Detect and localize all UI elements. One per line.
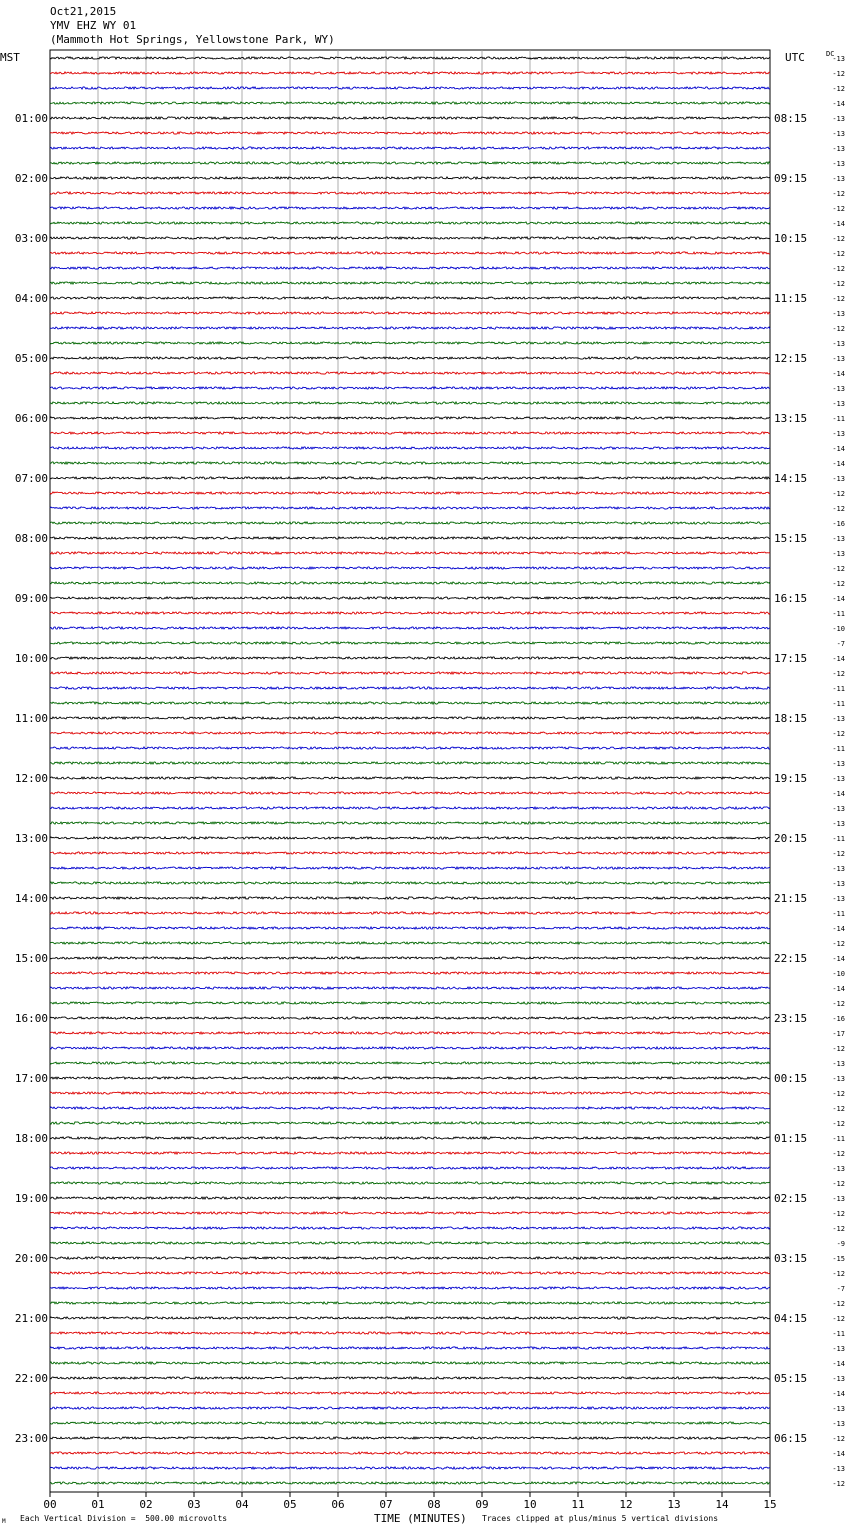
- seismic-trace: [50, 1122, 770, 1124]
- channel-offset-label: -13: [832, 880, 845, 888]
- channel-offset-label: -12: [832, 490, 845, 498]
- hour-label-utc: 19:15: [774, 772, 808, 785]
- channel-offset-label: -14: [832, 220, 845, 228]
- channel-offset-label: -13: [832, 550, 845, 558]
- hour-label-local: 01:00: [14, 112, 48, 125]
- seismic-trace: [50, 582, 770, 584]
- seismic-trace: [50, 552, 770, 554]
- seismic-trace: [50, 702, 770, 704]
- right-timezone-label: UTC: [785, 51, 805, 64]
- seismic-trace: [50, 717, 770, 719]
- seismic-trace: [50, 1452, 770, 1454]
- hour-label-local: 23:00: [14, 1432, 48, 1445]
- footer-mark: M: [2, 1518, 6, 1525]
- seismic-trace: [50, 372, 770, 374]
- channel-offset-label: -12: [832, 1210, 845, 1218]
- channel-offset-label: -11: [832, 700, 845, 708]
- seismic-trace: [50, 267, 770, 269]
- channel-offset-label: -12: [832, 1090, 845, 1098]
- channel-offset-label: -13: [832, 475, 845, 483]
- seismic-trace: [50, 462, 770, 464]
- seismic-trace: [50, 282, 770, 284]
- channel-offset-label: -12: [832, 295, 845, 303]
- hour-label-utc: 20:15: [774, 832, 808, 845]
- channel-offset-label: -13: [832, 175, 845, 183]
- channel-offset-label: -16: [832, 1015, 845, 1023]
- channel-offset-label: -14: [832, 595, 845, 603]
- hour-label-utc: 03:15: [774, 1252, 808, 1265]
- channel-offset-label: -13: [832, 1060, 845, 1068]
- seismic-trace: [50, 747, 770, 749]
- hour-label-local: 04:00: [14, 292, 48, 305]
- seismic-trace: [50, 297, 770, 299]
- channel-offset-label: -13: [832, 130, 845, 138]
- seismic-trace: [50, 387, 770, 389]
- seismic-trace: [50, 1332, 770, 1334]
- channel-offset-label: -12: [832, 505, 845, 513]
- hour-label-utc: 10:15: [774, 232, 808, 245]
- channel-offset-label: -11: [832, 610, 845, 618]
- channel-offset-label: -14: [832, 925, 845, 933]
- channel-offset-label: -13: [832, 385, 845, 393]
- seismic-trace: [50, 1092, 770, 1094]
- hour-label-local: 21:00: [14, 1312, 48, 1325]
- hour-label-utc: 08:15: [774, 112, 808, 125]
- hour-label-local: 10:00: [14, 652, 48, 665]
- channel-offset-label: -13: [832, 310, 845, 318]
- seismic-trace: [50, 867, 770, 869]
- channel-offset-label: -12: [832, 1045, 845, 1053]
- seismic-trace: [50, 102, 770, 104]
- hour-label-local: 14:00: [14, 892, 48, 905]
- seismic-trace: [50, 1167, 770, 1169]
- channel-offset-label: -12: [832, 1480, 845, 1488]
- seismic-trace: [50, 1212, 770, 1214]
- channel-offset-label: -13: [832, 355, 845, 363]
- channel-offset-label: -14: [832, 445, 845, 453]
- seismic-trace: [50, 1182, 770, 1184]
- channel-offset-label: -14: [832, 370, 845, 378]
- seismic-trace: [50, 912, 770, 914]
- channel-offset-label: -9: [836, 1240, 845, 1248]
- seismic-trace: [50, 477, 770, 479]
- channel-offset-label: -12: [832, 280, 845, 288]
- seismic-trace: [50, 792, 770, 794]
- channel-offset-label: -13: [832, 1405, 845, 1413]
- seismic-trace: [50, 822, 770, 824]
- seismic-trace: [50, 327, 770, 329]
- seismic-trace: [50, 1107, 770, 1109]
- hour-label-utc: 04:15: [774, 1312, 808, 1325]
- channel-offset-label: -13: [832, 805, 845, 813]
- seismic-trace: [50, 522, 770, 524]
- channel-offset-label: -11: [832, 1330, 845, 1338]
- channel-offset-label: -12: [832, 325, 845, 333]
- seismic-trace: [50, 597, 770, 599]
- channel-offset-label: -14: [832, 655, 845, 663]
- x-tick-label: 03: [187, 1498, 201, 1511]
- hour-label-utc: 18:15: [774, 712, 808, 725]
- channel-offset-label: -11: [832, 1135, 845, 1143]
- channel-offset-label: -14: [832, 1360, 845, 1368]
- seismic-trace: [50, 1467, 770, 1469]
- channel-offset-label: -12: [832, 205, 845, 213]
- x-tick-label: 08: [427, 1498, 441, 1511]
- hour-label-local: 20:00: [14, 1252, 48, 1265]
- hour-label-local: 07:00: [14, 472, 48, 485]
- channel-offset-label: -13: [832, 145, 845, 153]
- hour-label-local: 13:00: [14, 832, 48, 845]
- seismic-trace: [50, 402, 770, 404]
- channel-offset-label: -13: [832, 1465, 845, 1473]
- channel-offset-label: -14: [832, 1390, 845, 1398]
- seismic-trace: [50, 1062, 770, 1064]
- hour-label-local: 12:00: [14, 772, 48, 785]
- hour-label-local: 15:00: [14, 952, 48, 965]
- left-timezone-label: MST: [0, 51, 20, 64]
- channel-offset-label: -13: [832, 400, 845, 408]
- channel-offset-label: -13: [832, 1375, 845, 1383]
- channel-offset-label: -14: [832, 1450, 845, 1458]
- channel-offset-label: -13: [832, 115, 845, 123]
- channel-offset-label: -7: [836, 640, 845, 648]
- seismic-trace: [50, 1047, 770, 1049]
- station-location: (Mammoth Hot Springs, Yellowstone Park, WY): [50, 33, 335, 46]
- seismic-trace: [50, 612, 770, 614]
- seismic-trace: [50, 942, 770, 944]
- seismic-trace: [50, 87, 770, 89]
- seismic-trace: [50, 627, 770, 629]
- channel-offset-label: -14: [832, 790, 845, 798]
- seismic-trace: [50, 357, 770, 359]
- x-tick-label: 05: [283, 1498, 297, 1511]
- seismic-trace: [50, 777, 770, 779]
- channel-offset-label: -12: [832, 1105, 845, 1113]
- x-tick-label: 12: [619, 1498, 633, 1511]
- channel-offset-label: -13: [832, 340, 845, 348]
- channel-offset-label: -13: [832, 775, 845, 783]
- hour-label-utc: 01:15: [774, 1132, 808, 1145]
- hour-label-utc: 17:15: [774, 652, 808, 665]
- seismic-trace: [50, 417, 770, 419]
- channel-offset-label: -13: [832, 865, 845, 873]
- seismic-trace: [50, 1362, 770, 1364]
- hour-label-local: 16:00: [14, 1012, 48, 1025]
- seismic-trace: [50, 207, 770, 209]
- channel-offset-label: -12: [832, 1315, 845, 1323]
- hour-label-utc: 23:15: [774, 1012, 808, 1025]
- seismic-trace: [50, 687, 770, 689]
- seismic-trace: [50, 432, 770, 434]
- seismic-trace: [50, 492, 770, 494]
- channel-offset-label: -10: [832, 625, 845, 633]
- seismic-trace: [50, 1137, 770, 1139]
- seismic-trace: [50, 1017, 770, 1019]
- seismic-trace: [50, 507, 770, 509]
- vertical-scale-note: Each Vertical Division = 500.00 microvolts: [20, 1514, 228, 1523]
- channel-offset-label: -11: [832, 745, 845, 753]
- hour-label-utc: 06:15: [774, 1432, 808, 1445]
- seismic-trace: [50, 1227, 770, 1229]
- hour-label-utc: 14:15: [774, 472, 808, 485]
- seismic-trace: [50, 342, 770, 344]
- channel-offset-label: -11: [832, 910, 845, 918]
- seismic-trace: [50, 132, 770, 134]
- seismic-trace: [50, 732, 770, 734]
- plot-date: Oct21,2015: [50, 5, 117, 18]
- channel-offset-label: -13: [832, 895, 845, 903]
- channel-offset-label: -12: [832, 85, 845, 93]
- channel-offset-label: -12: [832, 850, 845, 858]
- seismic-trace: [50, 657, 770, 659]
- seismic-trace: [50, 672, 770, 674]
- channel-offset-label: -13: [832, 160, 845, 168]
- seismic-trace: [50, 162, 770, 164]
- hour-label-utc: 13:15: [774, 412, 808, 425]
- seismic-trace: [50, 447, 770, 449]
- channel-offset-label: -12: [832, 1435, 845, 1443]
- x-tick-label: 00: [43, 1498, 57, 1511]
- hour-label-utc: 22:15: [774, 952, 808, 965]
- seismic-trace: [50, 987, 770, 989]
- channel-offset-label: -13: [832, 55, 845, 63]
- channel-offset-label: -13: [832, 760, 845, 768]
- channel-offset-label: -12: [832, 580, 845, 588]
- seismic-trace: [50, 147, 770, 149]
- seismic-trace: [50, 1347, 770, 1349]
- channel-offset-label: -13: [832, 1195, 845, 1203]
- seismic-trace: [50, 1077, 770, 1079]
- seismic-trace: [50, 1032, 770, 1034]
- channel-offset-label: -12: [832, 1000, 845, 1008]
- channel-offset-label: -13: [832, 1165, 845, 1173]
- channel-offset-label: -16: [832, 520, 845, 528]
- channel-offset-label: -13: [832, 430, 845, 438]
- seismic-trace: [50, 222, 770, 224]
- seismic-trace: [50, 1002, 770, 1004]
- hour-label-local: 03:00: [14, 232, 48, 245]
- seismic-trace: [50, 807, 770, 809]
- seismic-trace: [50, 897, 770, 899]
- channel-offset-label: -12: [832, 670, 845, 678]
- seismic-trace: [50, 567, 770, 569]
- x-tick-label: 09: [475, 1498, 489, 1511]
- x-tick-label: 15: [763, 1498, 777, 1511]
- seismic-trace: [50, 1407, 770, 1409]
- seismic-trace: [50, 1317, 770, 1319]
- seismic-trace: [50, 237, 770, 239]
- channel-offset-label: -13: [832, 535, 845, 543]
- seismic-trace: [50, 1377, 770, 1379]
- channel-offset-label: -14: [832, 955, 845, 963]
- seismic-trace: [50, 1302, 770, 1304]
- seismic-trace: [50, 957, 770, 959]
- channel-offset-label: -15: [832, 1255, 845, 1263]
- seismic-trace: [50, 837, 770, 839]
- x-tick-label: 10: [523, 1498, 537, 1511]
- channel-offset-label: -12: [832, 190, 845, 198]
- hour-label-utc: 16:15: [774, 592, 808, 605]
- hour-label-utc: 09:15: [774, 172, 808, 185]
- channel-offset-label: -11: [832, 685, 845, 693]
- clipping-note: Traces clipped at plus/minus 5 vertical divisions: [482, 1514, 719, 1523]
- hour-label-utc: 00:15: [774, 1072, 808, 1085]
- seismic-trace: [50, 882, 770, 884]
- channel-offset-label: -17: [832, 1030, 845, 1038]
- channel-offset-label: -7: [836, 1285, 845, 1293]
- hour-label-local: 17:00: [14, 1072, 48, 1085]
- channel-offset-label: -13: [832, 715, 845, 723]
- seismic-trace: [50, 1242, 770, 1244]
- channel-offset-label: -12: [832, 1150, 845, 1158]
- channel-offset-label: -13: [832, 1420, 845, 1428]
- channel-offset-label: -12: [832, 235, 845, 243]
- channel-offset-label: -12: [832, 70, 845, 78]
- hour-label-utc: 12:15: [774, 352, 808, 365]
- x-tick-label: 01: [91, 1498, 105, 1511]
- seismic-trace: [50, 1287, 770, 1289]
- channel-offset-label: -14: [832, 100, 845, 108]
- x-tick-label: 02: [139, 1498, 153, 1511]
- seismic-trace: [50, 1392, 770, 1394]
- channel-offset-label: -12: [832, 1225, 845, 1233]
- channel-offset-label: -14: [832, 985, 845, 993]
- seismic-trace: [50, 1482, 770, 1484]
- seismic-trace: [50, 117, 770, 119]
- x-tick-label: 11: [571, 1498, 585, 1511]
- station-code: YMV EHZ WY 01: [50, 19, 137, 32]
- channel-offset-label: -13: [832, 1345, 845, 1353]
- hour-label-utc: 11:15: [774, 292, 808, 305]
- channel-offset-label: -12: [832, 250, 845, 258]
- seismic-trace: [50, 927, 770, 929]
- channel-offset-label: -12: [832, 1180, 845, 1188]
- seismic-trace: [50, 537, 770, 539]
- channel-offset-label: -11: [832, 835, 845, 843]
- seismic-trace: [50, 57, 770, 59]
- hour-label-local: 05:00: [14, 352, 48, 365]
- seismic-trace: [50, 642, 770, 644]
- seismic-trace: [50, 762, 770, 764]
- seismic-trace: [50, 72, 770, 74]
- channel-offset-label: -12: [832, 730, 845, 738]
- hour-label-utc: 15:15: [774, 532, 808, 545]
- seismic-trace: [50, 1437, 770, 1439]
- hour-label-local: 08:00: [14, 532, 48, 545]
- x-tick-label: 14: [715, 1498, 729, 1511]
- hour-label-local: 06:00: [14, 412, 48, 425]
- channel-offset-label: -12: [832, 265, 845, 273]
- channel-offset-label: -12: [832, 565, 845, 573]
- seismic-trace: [50, 312, 770, 314]
- seismic-trace: [50, 972, 770, 974]
- x-tick-label: 07: [379, 1498, 393, 1511]
- channel-offset-label: -10: [832, 970, 845, 978]
- seismic-trace: [50, 1197, 770, 1199]
- channel-offset-label: -12: [832, 1300, 845, 1308]
- channel-offset-label: -11: [832, 415, 845, 423]
- seismic-trace: [50, 1152, 770, 1154]
- channel-offset-label: -12: [832, 1270, 845, 1278]
- x-axis-title: TIME (MINUTES): [374, 1512, 467, 1525]
- hour-label-utc: 21:15: [774, 892, 808, 905]
- seismic-trace: [50, 1272, 770, 1274]
- dc-offset-header: DC: [826, 50, 835, 58]
- hour-label-local: 19:00: [14, 1192, 48, 1205]
- seismic-trace: [50, 192, 770, 194]
- hour-label-local: 02:00: [14, 172, 48, 185]
- x-tick-label: 04: [235, 1498, 249, 1511]
- channel-offset-label: -12: [832, 1120, 845, 1128]
- seismic-trace: [50, 1422, 770, 1424]
- x-tick-label: 06: [331, 1498, 345, 1511]
- channel-offset-label: -12: [832, 940, 845, 948]
- hour-label-utc: 02:15: [774, 1192, 808, 1205]
- channel-offset-label: -13: [832, 820, 845, 828]
- x-tick-label: 13: [667, 1498, 681, 1511]
- seismic-trace: [50, 1257, 770, 1259]
- plot-frame: [50, 50, 770, 1492]
- hour-label-local: 09:00: [14, 592, 48, 605]
- channel-offset-label: -13: [832, 1075, 845, 1083]
- seismic-trace: [50, 177, 770, 179]
- seismic-trace: [50, 852, 770, 854]
- hour-label-local: 11:00: [14, 712, 48, 725]
- hour-label-utc: 05:15: [774, 1372, 808, 1385]
- seismic-trace: [50, 252, 770, 254]
- channel-offset-label: -14: [832, 460, 845, 468]
- hour-label-local: 18:00: [14, 1132, 48, 1145]
- hour-label-local: 22:00: [14, 1372, 48, 1385]
